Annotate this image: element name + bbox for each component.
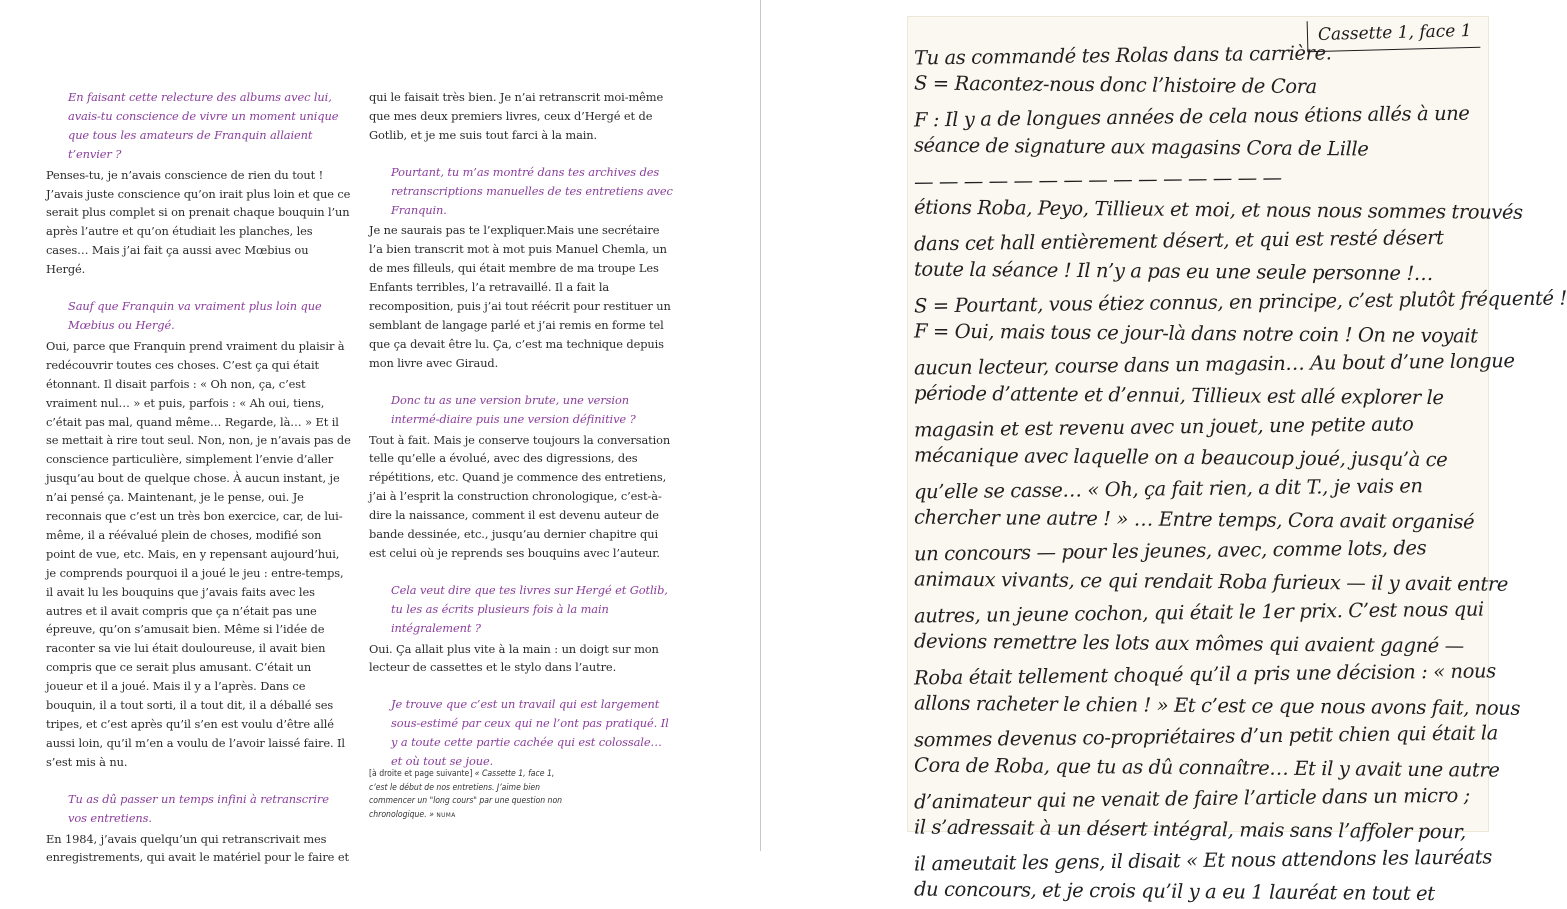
- interview-answer: Je ne saurais pas te l’expliquer.Mais une secrétaire l’a bien transcrit mot à mot puis Manuel Chemla, un de mes filleuls, qui était membre de ma troupe Les Enfants terribles, l’a retravaillé. Il a fait la recomposition, puis j’ai tout réécrit pour restituer un semblant de langage parlé et j’ai remis en forme tel que ça devait être lu. Ça, c’est ma technique depuis mon livre avec Giraud.: [369, 223, 671, 370]
- figure-caption: [369, 768, 569, 822]
- manuscript-line: il s’adressait à un désert intégral, mais sans l’affoler pour,: [913, 815, 1467, 844]
- manuscript-line: période d’attente et d’ennui, Tillieux est allé explorer le: [913, 381, 1444, 410]
- text-column-1: [46, 88, 351, 885]
- interview-question: En faisant cette relecture des albums avec lui, avais-tu conscience de vivre un moment unique que tous les amateurs de Franquin allaient t’envier ?: [68, 90, 339, 161]
- interview-question: Pourtant, tu m’as montré dans tes archives des retranscriptions manuelles de tes entretiens avec Franquin.: [391, 164, 673, 217]
- manuscript-line: F = Oui, mais tous ce jour-là dans notre coin ! On ne voyait: [913, 319, 1478, 348]
- manuscript-line: S = Racontez-nous donc l’histoire de Cora: [913, 71, 1317, 99]
- manuscript-line: autres, un jeune cochon, qui était le 1er prix. C’est nous qui: [913, 597, 1484, 628]
- interview-answer: Oui. Ça allait plus vite à la main : un doigt sur mon lecteur de cassettes et le stylo dans l’autre.: [369, 641, 659, 675]
- manuscript-line: dans cet hall entièrement désert, et qui est resté désert: [913, 225, 1444, 256]
- manuscript-line: chercher une autre ! » … Entre temps, Cora avait organisé: [913, 505, 1475, 534]
- caption-prefix: [à droite et page suivante]: [369, 769, 475, 779]
- manuscript-line: étions Roba, Peyo, Tillieux et moi, et nous nous sommes trouvés: [913, 195, 1523, 224]
- manuscript-line: sommes devenus co-propriétaires d’un petit chien qui était la: [913, 721, 1498, 752]
- interview-answer: Tout à fait. Mais je conserve toujours la conversation telle qu’elle a évolué, avec des digressions, des répétitions, etc. Quand je commence des entretiens, j’ai à l’esprit la construction chronologique, c’est-à-dire la naissance, comment il est devenu auteur de bande dessinée, etc., jusqu’au dernier chapitre qui est celui où je reprends ses bouquins avec l’auteur.: [369, 432, 671, 560]
- manuscript-lines: [913, 39, 1567, 907]
- manuscript-line: F : Il y a de longues années de cela nous étions allés à une: [913, 101, 1470, 132]
- manuscript-line: magasin et est revenu avec un jouet, une petite auto: [913, 412, 1414, 442]
- manuscript-line: toute la séance ! Il n’y a pas eu une seule personne !…: [913, 257, 1434, 286]
- manuscript-line: devions remettre les lots aux mômes qui avaient gagné —: [913, 629, 1464, 658]
- manuscript-line: animaux vivants, ce qui rendait Roba furieux — il y avait entre: [913, 567, 1509, 596]
- manuscript-line: mécanique avec laquelle on a beaucoup joué, jusqu’à ce: [913, 443, 1448, 472]
- manuscript-line: un concours — pour les jeunes, avec, comme lots, des: [913, 536, 1427, 566]
- manuscript-line: — — — — — — — — — — — — — — —: [913, 165, 1282, 194]
- interview-question: Je trouve que c’est un travail qui est largement sous-estimé par ceux qui ne l’ont pas pratiqué. Il y a toute cette partie cachée qui est colossale… et où tout se joue.: [391, 697, 669, 769]
- handwritten-manuscript-image: [908, 17, 1567, 906]
- interview-answer: Oui, parce que Franquin prend vraiment du plaisir à redécouvrir toutes ces choses. C’est ça qui était étonnant. Il disait parfois : « Oh non, ça, c’est vraiment nul… » et puis, parfois : « Ah oui, tiens, c’était pas mal, quand même… Regarde, là… » Et il se mettait à rire tout seul. Non, non, je n’avais pas de conscience particulière, simplement l’envie d’aller jusqu’au bout de quelque chose. À aucun instant, je n’ai pensé ça. Maintenant, je le pense, oui. Je reconnais que c’est un très bon exercice, car, de lui-même, il a réévalué plein de choses, modifié son point de vue, etc. Mais, en y repensant aujourd’hui, je comprends pourquoi il a joué le jeu : entre-temps, il avait lu les bouquins que j’avais faits avec les autres et il avait compris que ça n’était pas une épreuve, qu’on s’amusait bien. Même si l’idée de raconter sa vie lui était douloureuse, il avait bien compris que ce serait plus amusant. C’était un joueur et il a joué. Mais il y a l’après. Dans ce bouquin, il a tout sorti, il a tout dit, il a déballé ses tripes, et c’est après qu’il s’en est voulu d’être allé aussi loin, qu’il m’en a voulu de l’avoir laissé faire. Il s’est mis à nu.: [46, 338, 351, 769]
- text-column-2: [369, 88, 674, 773]
- manuscript-line: aucun lecteur, course dans un magasin… Au bout d’une longue: [913, 349, 1515, 380]
- photo-credit: NUMA: [436, 810, 456, 819]
- manuscript-line: séance de signature aux magasins Cora de Lille: [913, 133, 1369, 161]
- manuscript-header: Cassette 1, face 1: [1307, 17, 1480, 53]
- interview-question: Donc tu as une version brute, une version intermé-diaire puis une version définitive ?: [391, 392, 636, 426]
- manuscript-line: Tu as commandé tes Rolas dans ta carrière.: [913, 41, 1332, 70]
- interview-question: Cela veut dire que tes livres sur Hergé et Gotlib, tu les as écrits plusieurs fois à la main intégralement ?: [391, 582, 668, 635]
- interview-question: Sauf que Franquin va vraiment plus loin que Mœbius ou Hergé.: [68, 299, 322, 332]
- manuscript-line: allons racheter le chien ! » Et c’est ce que nous avons fait, nous: [913, 691, 1521, 720]
- interview-answer: qui le faisait très bien. Je n’ai retranscrit moi-même que mes deux premiers livres, ceux d’Hergé et de Gotlib, et je me suis tout farci à la main.: [369, 90, 664, 142]
- manuscript-line: il ameutait les gens, il disait « Et nous attendons les lauréats: [913, 845, 1492, 876]
- manuscript-line: S = Pourtant, vous étiez connus, en principe, c’est plutôt fréquenté !: [913, 286, 1567, 318]
- manuscript-line: du concours, et je crois qu’il y a eu 1 lauréat en tout et: [913, 877, 1435, 906]
- manuscript-line: qu’elle se casse… « Oh, ça fait rien, a dit T., je vais en: [913, 474, 1423, 504]
- interview-question: Tu as dû passer un temps infini à retranscrire vos entretiens.: [68, 791, 329, 825]
- interview-answer: En 1984, j’avais quelqu’un qui retranscrivait mes enregistrements, qui avait le matériel pour le faire et: [46, 831, 349, 865]
- manuscript-line: d’animateur qui ne venait de faire l’article dans un micro ;: [913, 783, 1470, 814]
- caption-quote: « Cassette 1, face 1, c’est le début de nos entretiens. J’aime bien commencer un "long cours" par une question non chronologique. »: [369, 769, 563, 820]
- left-page: [0, 0, 760, 865]
- interview-answer: Penses-tu, je n’avais conscience de rien du tout ! J’avais juste conscience qu’on irait plus loin et que ce serait plus complet si on prenait chaque bouquin l’un après l’autre et qu’on étudiait les planches, les cases… Mais j’ai fait ça aussi avec Mœbius ou Hergé.: [46, 167, 351, 277]
- manuscript-line: Roba était tellement choqué qu’il a pris une décision : « nous: [913, 659, 1496, 690]
- manuscript-line: Cora de Roba, que tu as dû connaître… Et il y avait une autre: [913, 753, 1500, 782]
